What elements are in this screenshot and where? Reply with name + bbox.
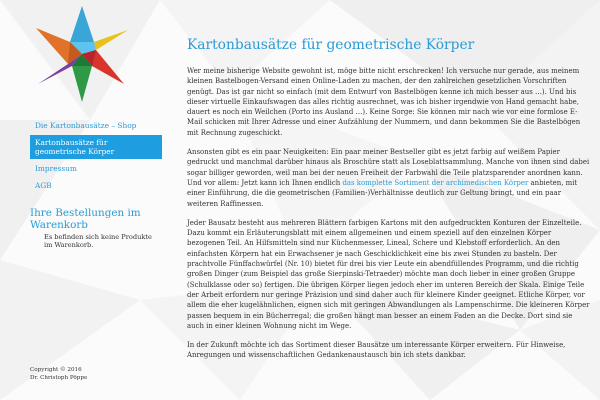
logo-polyhedron[interactable] — [32, 4, 132, 104]
copyright-text: Copyright © 2016 — [30, 367, 82, 373]
intro-paragraph: Wer meine bisherige Website gewohnt ist, möge bitte nicht erschrecken! Ich versuche nur gerade, aus meinem kleinen Bastelbogen-Versand einen Online-Laden zu machen, der den zahlreichen gesetzlichen Vorschriften genügt. Das ist gar nicht so einfach (mit dem Entwurf von Bastelbögen kenne ich mich besser aus …). Und bis dieser virtuelle Einkaufswagen das alles richtig ausrechnet, was ich bisher irgendwie von Hand gemacht habe, dauert es noch ein Weilchen (Porto ins Ausland …). Keine Sorge: Sie können mir nach wie vor eine formlose E-Mail schicken mit Ihrer Adresse und einer Aufzählung der Nummern, und dann bekommen Sie die Bastelbögen mit Rechnung zugeschickt. — [187, 67, 581, 137]
news-paragraph — [187, 147, 590, 209]
archimedean-solids-link[interactable]: das komplette Sortiment der archimedischen Körper — [342, 178, 529, 187]
sidebar — [30, 118, 162, 249]
nav-item-impressum[interactable]: Impressum — [35, 164, 77, 173]
description-paragraph: Jeder Bausatz besteht aus mehreren Blättern farbigen Kartons mit den aufgedruckten Konturen der Einzelteile. Dazu kommt ein Erläuterungsblatt mit einem allgemeinen und einem speziell auf den einzelnen Körper bezogenen Teil. An Hilfsmitteln sind nur Küchenmesser, Lineal, Schere und Klebstoff erforderlich. An den einfachsten Körpern hat ein Erwachsener je nach Geschicklichkeit eine bis zwei Stunden zu basteln. Der prachtvolle Fünffachwürfel (Nr. 10) bietet für drei bis vier Leute ein abendfüllendes Programm, und die richtig großen Dinger (zum Beispiel das große Sierpinski-Tetraeder) möchte man doch lieber in einer großen Gruppe (Schulklasse oder so) fertigen. Die übrigen Körper liegen jedoch eher im unteren Bereich der Skala. Einige Teile der Arbeit erfordern nur geringe Präzision und sind daher auch für kleinere Kinder geeignet. Etliche Körper, vor allem die eher kugelähnlichen, eignen sich mit geringen Abwandlungen als Lampenschirme. Die kleineren Körper passen bequem in ein Bücherregal; die großen hängt man besser an einem Faden an die Decke. Dort sind sie auch in einer kleinen Wohnung nicht im Wege. — [187, 218, 590, 330]
nav-item-shop[interactable]: Die Kartonbausätze – Shop — [35, 121, 137, 130]
nav-item-kartonbausaetze[interactable]: Kartonbausätze für geometrische Körper — [30, 135, 162, 159]
cart-empty-message: Es befinden sich keine Produkte im Warenkorb. — [44, 233, 152, 249]
future-paragraph: In der Zukunft möchte ich das Sortiment dieser Bausätze um interessante Körper erweitern. Für Hinweise, Anregungen und wissenschaftlichen Gedankenaustausch bin ich stets dankbar. — [187, 341, 566, 360]
main-content — [187, 36, 590, 370]
footer — [30, 366, 87, 382]
author-name: Dr. Christoph Pöppe — [30, 375, 88, 381]
news-text-after: anbieten, mit einer Einführung, die die geometrischen (Familien-)Verhältnisse deutlich zur Geltung bringt, und ein paar weiteren Raffinessen. — [187, 178, 578, 208]
news-text-before: Ansonsten gibt es ein paar Neuigkeiten: Ein paar meiner Bestseller gibt es jetzt farbig auf weißem Papier gedruckt und manchmal darüber hinaus als Broschüre statt als Loseblattsammlung. Manche von ihnen sind dabei sogar billiger geworden, weil man bei der neuen Freiheit der Farbwahl die Teile platzsparender anordnen kann. Und vor allem: Jetzt kann ich Ihnen endlich — [187, 148, 590, 187]
cart-heading: Ihre Bestellungen im Warenkorb — [30, 207, 141, 231]
nav-item-agb[interactable]: AGB — [35, 181, 52, 190]
page-title: Kartonbausätze für geometrische Körper — [187, 37, 475, 53]
